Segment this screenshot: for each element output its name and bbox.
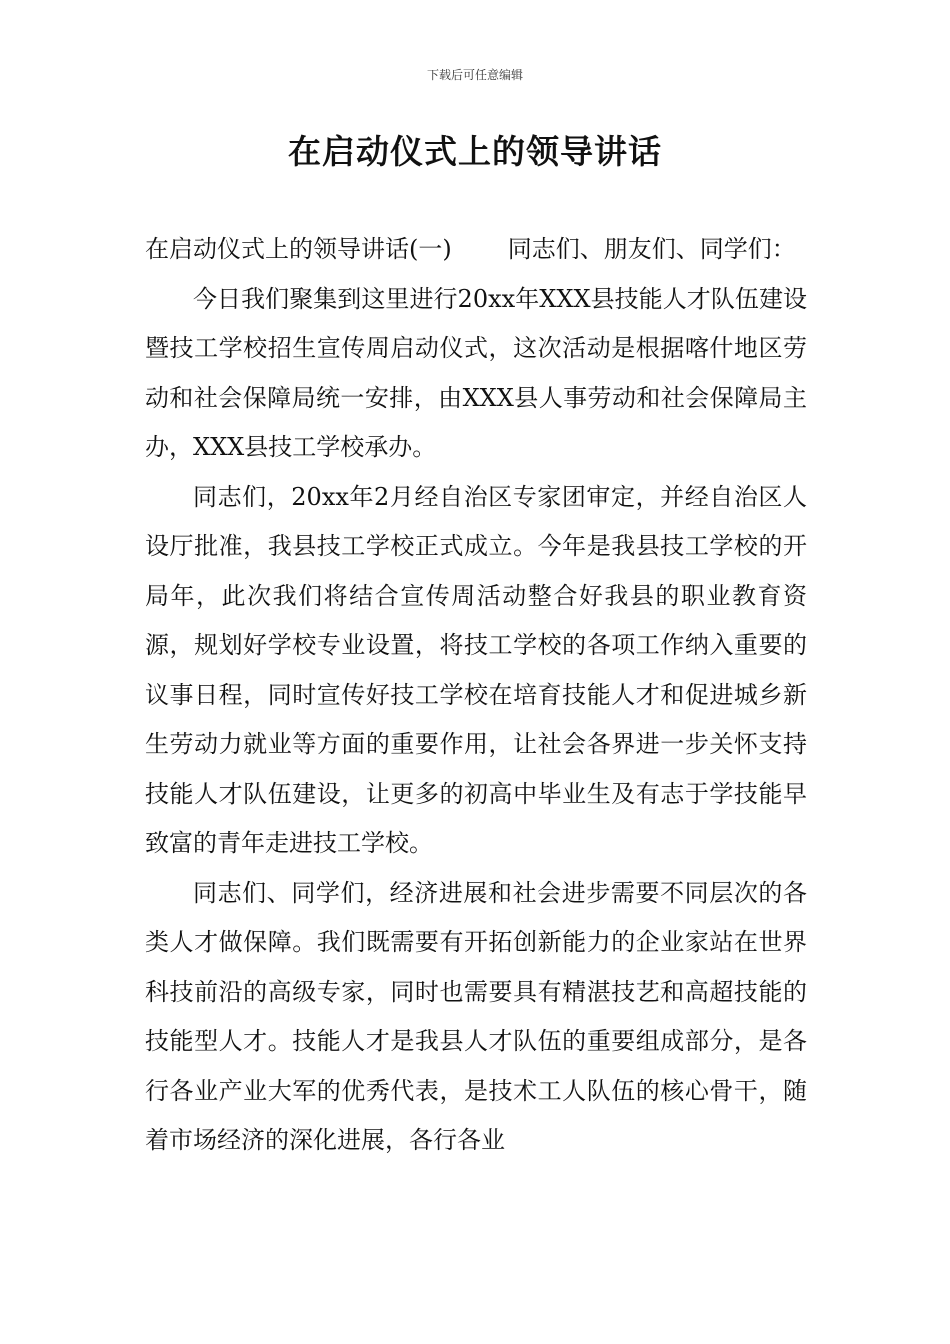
document-title: 在启动仪式上的领导讲话 xyxy=(288,132,662,171)
paragraph-2: 同志们，20xx年2月经自治区专家团审定，并经自治区人设厅批准，我县技工学校正式成立。今年是我县技工学校的开局年，此次我们将结合宣传周活动整合好我县的职业教育资源，规划好学校专业设置，将技工学校的各项工作纳入重要的议事日程，同时宣传好技工学校在培育技能人才和促进城乡新生劳动力就业等方面的重要作用，让社会各界进一步关怀支持技能人才队伍建设，让更多的初高中毕业生及有志于学技能早致富的青年走进技工学校。 xyxy=(145,482,807,857)
header-note: 下载后可任意编辑 xyxy=(426,68,523,82)
opening-title: 在启动仪式上的领导讲话(一) xyxy=(145,235,452,263)
document-body xyxy=(145,225,807,1166)
opening-line xyxy=(145,225,807,275)
paragraph-3: 同志们、同学们，经济进展和社会进步需要不同层次的各类人才做保障。我们既需要有开拓创新能力的企业家站在世界科技前沿的高级专家，同时也需要具有精湛技艺和高超技能的技能型人才。技能人才是我县人才队伍的重要组成部分，是各行各业产业大军的优秀代表，是技术工人队伍的核心骨干，随着市场经济的深化进展，各行各业 xyxy=(145,878,807,1154)
paragraph-1: 今日我们聚集到这里进行20xx年XXX县技能人才队伍建设暨技工学校招生宣传周启动仪式，这次活动是根据喀什地区劳动和社会保障局统一安排，由XXX县人事劳动和社会保障局主办，XXX县技工学校承办。 xyxy=(145,284,807,461)
salutation: 同志们、朋友们、同学们： xyxy=(507,235,796,263)
